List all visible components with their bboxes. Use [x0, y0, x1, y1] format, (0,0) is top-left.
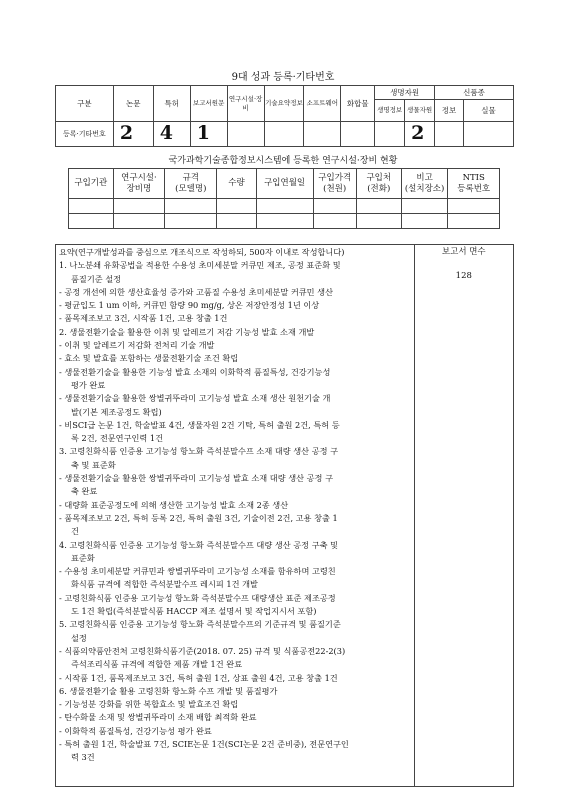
equipment-cell	[313, 214, 356, 229]
page-count-cell	[414, 245, 513, 787]
value-variety-info	[435, 122, 464, 147]
summary-header: 요약(연구개발성과를 중심으로 개조식으로 작성하되, 500자 이내로 작성합니다)	[59, 247, 345, 257]
summary-line: 축 완료	[71, 486, 98, 497]
header-variety-info: 정보	[435, 100, 464, 122]
summary-line: - 생물전환기술을 활용한 쌍별귀뚜라미 고기능성 발효 소재 생산 원천기술 개	[59, 393, 331, 404]
equipment-cell	[69, 199, 114, 214]
equipment-title: 국가과학기술종합정보시스템에 등록한 연구시설·장비 현황	[168, 156, 398, 166]
summary-line: - 특허 출원 1건, 학술발표 7건, SCIE논문 1건(SCI논문 2건 준비중), 전문연구인	[59, 738, 349, 749]
summary-line: - 고령친화식품 인증용 고기능성 항노화 즉석분말수프 대량생산 표준 제조공정	[59, 592, 336, 603]
equipment-header-3: 수량	[217, 169, 256, 199]
summary-line: 설정	[71, 632, 87, 643]
equipment-header-8: NTIS 등록번호	[448, 169, 500, 199]
summary-line: - 효소 및 발효를 포함하는 생물전환기술 조건 확립	[59, 353, 239, 364]
equipment-header-2: 규격 (모델명)	[165, 169, 217, 199]
row-label: 등록·기타번호	[56, 122, 114, 147]
summary-line: 6. 생물전환기술 활용 고령친화 항노화 수프 개발 및 품질평가	[59, 685, 278, 696]
summary-line: 도 1건 확립(즉석분말식품 HACCP 제조 설명서 및 작업지시서 포함)	[71, 606, 317, 617]
summary-line: 건	[71, 526, 79, 537]
summary-line: 평가 완료	[71, 379, 106, 390]
summary-line: 품질기준 설정	[71, 273, 122, 284]
value-compound	[341, 122, 375, 147]
value-software	[304, 122, 341, 147]
summary-line: 화식품 규격에 적합한 즉석분말수프 레시피 1건 개발	[71, 579, 258, 590]
equipment-header-4: 구입연월일	[256, 169, 313, 199]
summary-line: - 이취 및 알레르기 저감화 전처리 기술 개발	[59, 340, 215, 351]
header-bio-resource: 생명자원	[375, 86, 435, 100]
equipment-cell	[113, 199, 165, 214]
equipment-cell	[448, 214, 500, 229]
header-new-variety: 신품종	[435, 86, 514, 100]
value-variety-physical	[464, 122, 514, 147]
equipment-header-0: 구입기관	[69, 169, 114, 199]
header-category: 구분	[56, 86, 114, 122]
summary-line: - 공정 개선에 의한 생산효율성 증가와 고품질 수용성 초미세분말 커큐민 생산	[59, 286, 333, 297]
equipment-cell	[217, 214, 256, 229]
value-facility	[227, 122, 264, 147]
header-bio-info: 생명정보	[375, 100, 405, 122]
summary-line: 축 및 표준화	[71, 459, 116, 470]
value-bio-resource: 2	[405, 122, 435, 147]
header-patent: 특허	[153, 86, 190, 122]
summary-line: 2. 생물전환기술을 활용한 이취 및 알레르기 저감 기능성 발효 소재 개발	[59, 326, 315, 337]
equipment-header-5: 구입가격 (천원)	[313, 169, 356, 199]
header-paper: 논문	[113, 86, 153, 122]
summary-line: - 생물전환기술을 활용한 쌍별귀뚜라미 고기능성 발효 소재 대량 생산 공정 구	[59, 473, 333, 484]
summary-line: - 시작품 1건, 품목제조보고 3건, 특허 출원 1건, 상표 출원 4건, 고용 창출 1건	[59, 672, 338, 683]
performance-table	[55, 85, 514, 147]
summary-body	[56, 245, 415, 787]
equipment-cell	[69, 214, 114, 229]
header-variety-physical: 실물	[464, 100, 514, 122]
summary-line: 표준화	[71, 552, 95, 563]
value-tech-summary	[264, 122, 304, 147]
summary-line: 력 3건	[71, 752, 95, 763]
header-facility: 연구시설·장비	[227, 86, 264, 122]
summary-line: - 식품의약품안전처 고령친화식품기준(2018. 07. 25) 규격 및 식품공전22-2(3)	[59, 645, 346, 656]
equipment-header-7: 비고 (설치장소)	[401, 169, 448, 199]
equipment-cell	[313, 199, 356, 214]
header-bio-resource-sub: 생물자원	[405, 100, 435, 122]
summary-line: 즉석조리식품 규격에 적합한 제품 개발 1건 완료	[71, 659, 243, 670]
value-report: 1	[190, 122, 227, 147]
equipment-cell	[217, 199, 256, 214]
equipment-cell	[256, 214, 313, 229]
summary-line: - 수용성 초미세분말 커큐민과 쌍별귀뚜라미 고기능성 소재를 함유하며 고령친	[59, 566, 336, 577]
summary-table	[55, 244, 514, 787]
equipment-table	[68, 168, 500, 229]
summary-line: - 품목제조보고 2건, 특허 등록 2건, 특허 출원 3건, 기술이전 2건, 고용 창출 1	[59, 512, 338, 523]
summary-line: - 기능성분 강화를 위한 복합효소 및 발효조건 확립	[59, 699, 239, 710]
header-compound: 화합물	[341, 86, 375, 122]
equipment-header-6: 구입처 (전화)	[356, 169, 401, 199]
summary-line: - 이화학적 품질특성, 건강기능성 평가 완료	[59, 725, 212, 736]
header-report: 보고서원문	[190, 86, 227, 122]
summary-line: 1. 나노분쇄 유화공법을 적용한 수용성 초미세분말 커큐민 제조, 공정 표준화 및	[59, 260, 341, 271]
equipment-cell	[356, 214, 401, 229]
equipment-cell	[401, 214, 448, 229]
summary-line: - 비SCI급 논문 1건, 학술발표 4건, 생물자원 2건 기탁, 특허 출원 2건, 특허 등	[59, 419, 340, 430]
summary-line: - 대량화 표준공정도에 의해 생산한 고기능성 발효 소재 2종 생산	[59, 499, 289, 510]
header-software: 소프트웨어	[304, 86, 341, 122]
equipment-cell	[165, 214, 217, 229]
value-bio-info	[375, 122, 405, 147]
equipment-cell	[401, 199, 448, 214]
equipment-cell	[165, 199, 217, 214]
summary-line: - 품목제조보고 3건, 시작품 1건, 고용 창출 1건	[59, 313, 228, 324]
summary-line: - 평균입도 1 um 이하, 커큐민 함량 90 mg/g, 상온 저장안정성 1년 이상	[59, 300, 320, 311]
summary-line: 5. 고령친화식품 인증용 고기능성 항노화 즉석분말수프의 기준규격 및 품질기준	[59, 619, 341, 630]
summary-line: 3. 고령친화식품 인증용 고기능성 항노화 즉석분말수프 소재 대량 생산 공정 구	[59, 446, 339, 457]
summary-line: - 생물전환기술을 활용한 기능성 발효 소재의 이화학적 품질특성, 건강기능성	[59, 366, 331, 377]
summary-line: - 탄수화물 소재 및 쌍별귀뚜라미 소재 배합 최적화 완료	[59, 712, 257, 723]
summary-line: 록 2건, 전문연구인력 1건	[71, 433, 164, 444]
equipment-cell	[356, 199, 401, 214]
header-tech-summary: 기술요약정보	[264, 86, 304, 122]
value-patent: 4	[153, 122, 190, 147]
page-count-value: 128	[455, 270, 472, 281]
value-paper: 2	[113, 122, 153, 147]
summary-line: 발(기본 제조공정도 확립)	[71, 406, 162, 417]
equipment-cell	[113, 214, 165, 229]
equipment-cell	[448, 199, 500, 214]
summary-line: 4. 고령친화식품 인증용 고기능성 항노화 즉석분말수프 대량 생산 공정 구축 및	[59, 539, 339, 550]
equipment-header-1: 연구시설· 장비명	[113, 169, 165, 199]
page-count-label: 보고서 면수	[441, 247, 486, 257]
equipment-cell	[256, 199, 313, 214]
page-title: 9대 성과 등록·기타번호	[231, 72, 335, 83]
